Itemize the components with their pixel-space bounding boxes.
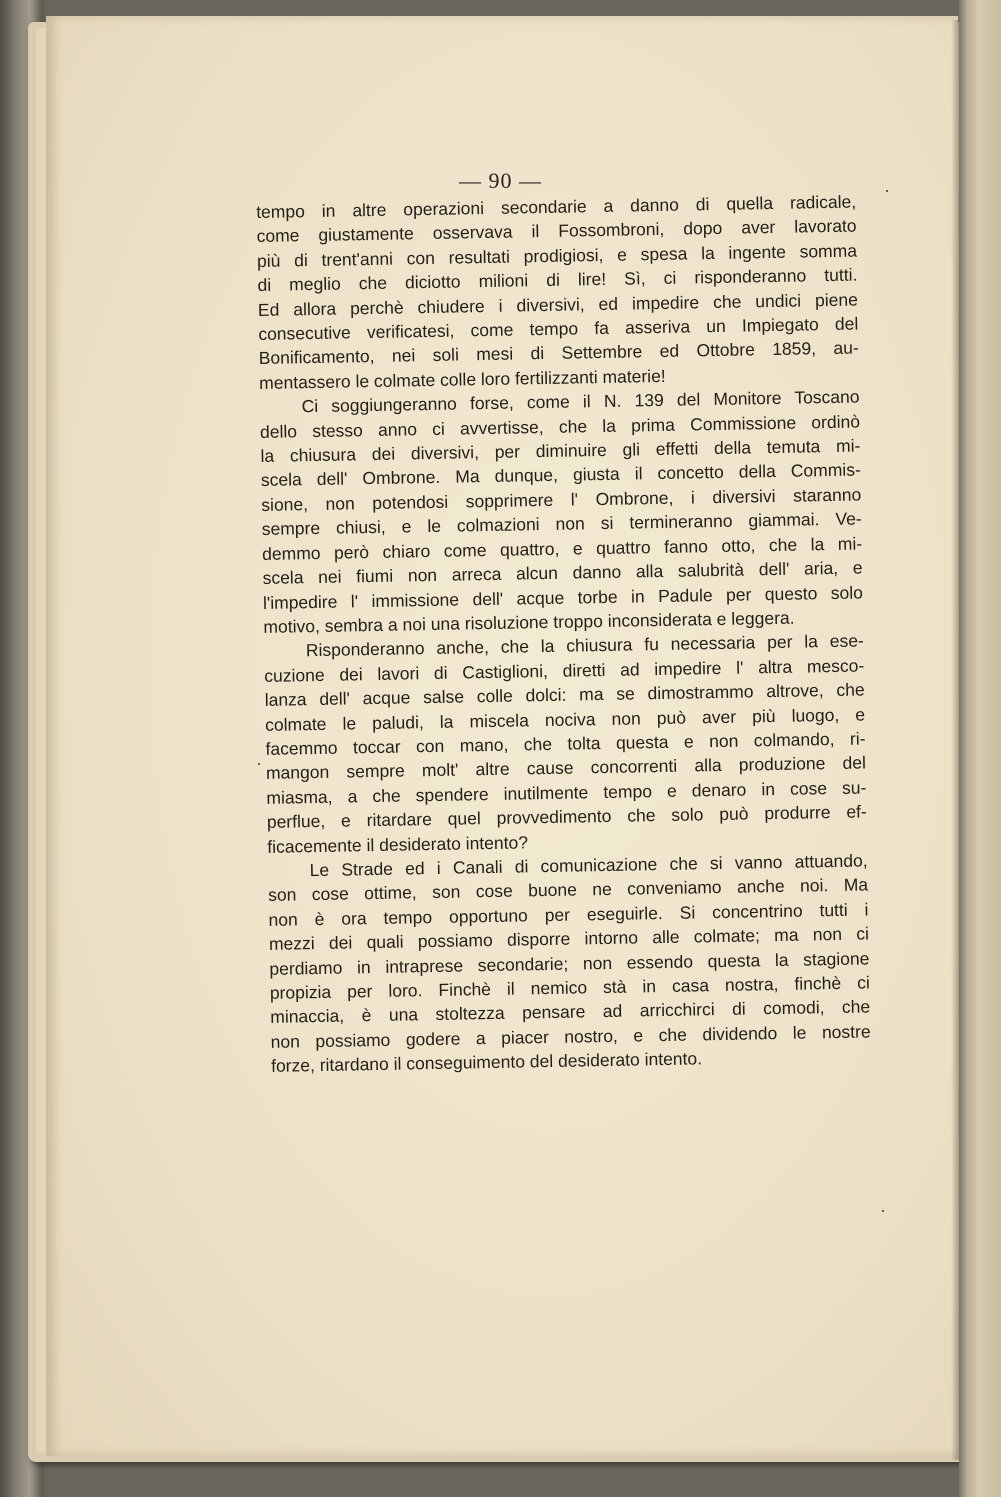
facing-page-edge: [959, 0, 1001, 1497]
page-number: — 90 —: [459, 168, 542, 193]
text-line: tempo in altre operazioni secondarie a danno di quella radicale,: [256, 191, 857, 222]
text-line: non possiamo godere a piacer nostro, e che dividendo le nostre: [270, 1021, 871, 1052]
body-text: [256, 190, 871, 1079]
ink-speck: [882, 1210, 884, 1212]
text-line: dello stesso anno ci avvertisse, che la prima Commissione ordinò: [259, 411, 861, 442]
text-line: facemmo toccar con mano, che tolta questa e non colmando, ri-: [265, 728, 866, 759]
text-line: propizia per loro. Finchè il nemico stà in casa nostra, finchè ci: [269, 972, 870, 1003]
text-line: più di trent'anni con resultati prodigiosi, e spesa la ingente somma: [256, 240, 858, 271]
text-line: Ci soggiungeranno forse, come il N. 139 del Monitore Toscano: [301, 386, 860, 417]
text-line: Risponderanno anche, che la chiusura fu necessaria per la ese-: [305, 630, 864, 661]
text-line: come giustamente osservava il Fossombroni, dopo aver lavorato: [256, 215, 857, 247]
text-line: l'impedire l' immissione dell' acque torbe in Padule per questo solo: [262, 581, 864, 613]
text-line: consecutive verificatesi, come tempo fa asseriva un Impiegato del: [258, 313, 859, 345]
text-line: di meglio che diciotto milioni di lire! Sì, ci risponderanno tutti.: [257, 264, 858, 296]
text-line: scela dell' Ombrone. Ma dunque, giusta il concetto della Commis-: [260, 459, 861, 491]
text-line: Ed allora perchè chiudere i diversivi, ed impedire che undici piene: [257, 289, 858, 320]
text-line: motivo, sembra a noi una risoluzione troppo inconsiderata e leggera.: [263, 607, 795, 637]
text-line: mezzi dei quali possiamo disporre intorno alle colmate; ma non ci: [268, 923, 870, 955]
text-line: perdiamo in intraprese secondarie; non essendo questa la stagione: [269, 948, 870, 979]
text-line: Le Strade ed i Canali di comunicazione che si vanno attuando,: [309, 850, 868, 881]
text-line: mentassero le colmate colle loro fertilizzanti materie!: [259, 365, 666, 393]
text-line: sempre chiusi, e le colmazioni non si termineranno giammai. Ve-: [261, 508, 862, 540]
text-line: perflue, e ritardare quel provvedimento che solo può produrre ef-: [266, 801, 867, 833]
ink-speck: [886, 190, 888, 192]
text-line: la chiusura dei diversivi, per diminuire gli effetti della temuta mi-: [260, 435, 861, 467]
text-line: demmo però chiaro come quattro, e quattro fanno otto, che la mi-: [261, 533, 863, 564]
text-line: cuzione dei lavori di Castiglioni, diretti ad impedire l' altra mesco-: [264, 655, 865, 686]
text-line: lanza dell' acque salse colle dolci: ma se dimostrammo altrove, che: [264, 679, 865, 711]
text-line: son cose ottime, son cose buone ne conveniamo anche noi. Ma: [267, 874, 869, 906]
text-line: miasma, a che spendere inutilmente tempo e denaro in cose su-: [266, 777, 867, 808]
text-line: scela nei fiumi non arreca alcun danno alla salubrità dell' aria, e: [262, 557, 863, 589]
text-line: minaccia, è una stoltezza pensare ad arricchirci di comodi, che: [270, 996, 871, 1028]
text-line: ficacemente il desiderato intento?: [267, 831, 529, 857]
text-line: colmate le paludi, la miscela nociva non può aver più luogo, e: [264, 703, 866, 735]
text-line: sione, non potendosi sopprimere l' Ombrone, i diversivi staranno: [261, 484, 862, 515]
text-line: mangon sempre molt' altre cause concorrenti alla produzione del: [265, 752, 867, 784]
text-line: non è ora tempo opportuno per eseguirle. Si concentrino tutti i: [268, 899, 869, 930]
ink-speck: [258, 763, 260, 765]
text-line: Bonificamento, nei soli mesi di Settembre ed Ottobre 1859, au-: [258, 337, 859, 369]
text-line: forze, ritardano il conseguimento del desiderato intento.: [270, 1048, 703, 1077]
